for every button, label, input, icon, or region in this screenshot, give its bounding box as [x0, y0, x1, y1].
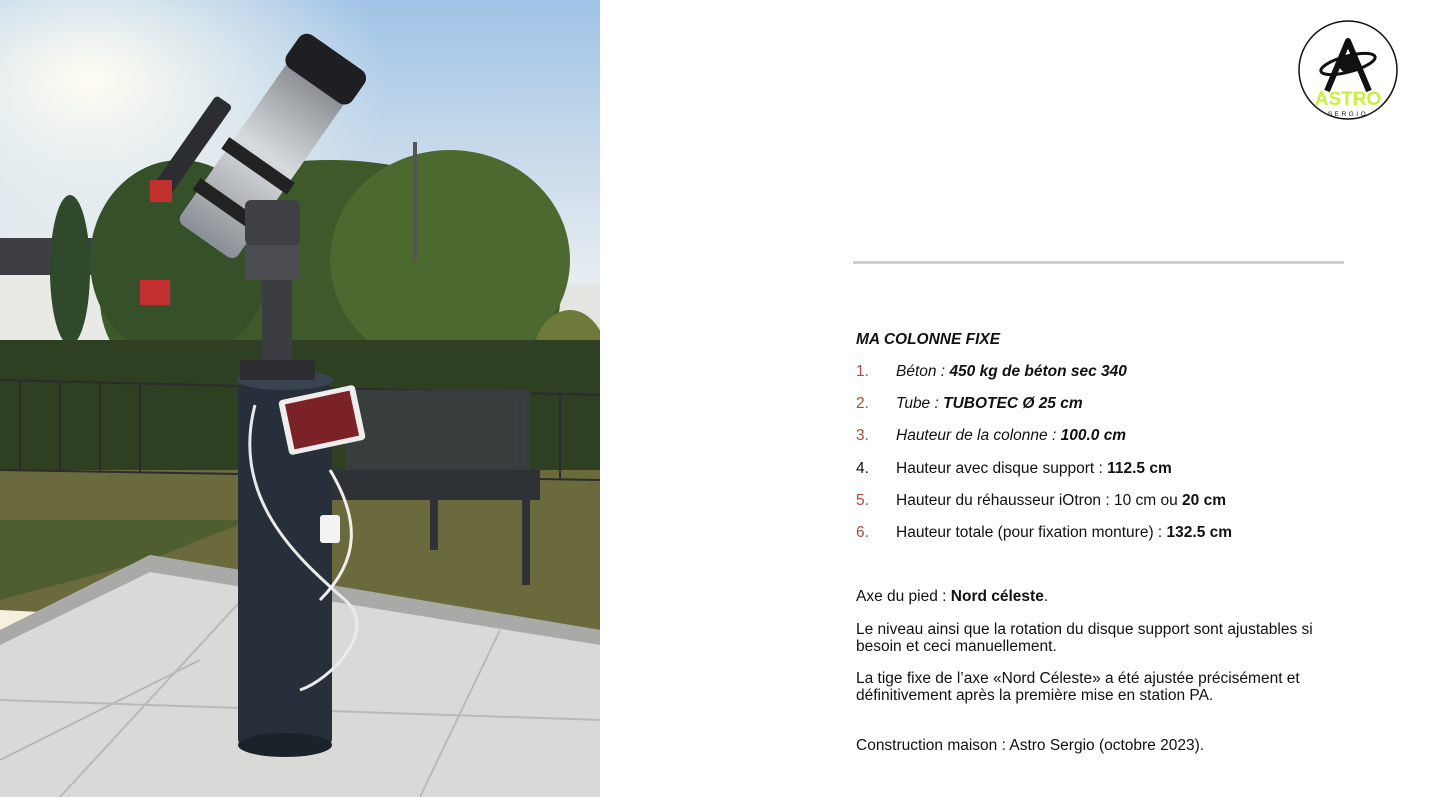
paragraph-north-axis: La tige fixe de l’axe «Nord Céleste» a été ajustée précisément et définitivement après la première mise en station PA.	[856, 670, 1300, 704]
item-text	[896, 426, 1126, 446]
telescope-photo	[0, 0, 600, 797]
section-title: MA COLONNE FIXE	[856, 331, 1001, 348]
item-text	[896, 394, 1083, 414]
axis-value: Nord céleste	[950, 588, 1044, 605]
item-label: Tube :	[896, 395, 944, 413]
specs-list	[856, 362, 1376, 543]
list-item	[856, 362, 1376, 382]
item-text	[896, 459, 1172, 479]
item-label: Hauteur avec disque support :	[896, 459, 1108, 477]
item-label: Hauteur de la colonne :	[896, 427, 1061, 445]
item-number: 3.	[856, 427, 869, 445]
axis-suffix: .	[1043, 588, 1049, 605]
astro-sergio-logo	[1297, 19, 1399, 121]
list-item	[856, 459, 1376, 479]
item-text	[896, 362, 1127, 382]
axis-line	[856, 588, 1048, 605]
item-label: Hauteur totale (pour fixation monture) :	[896, 523, 1167, 541]
item-value: 450 kg de béton sec 340	[949, 363, 1127, 380]
logo-graphic	[1297, 19, 1399, 121]
logo-sub-text: SERGIO	[1327, 111, 1369, 118]
item-number: 6.	[856, 523, 869, 541]
item-number: 1.	[856, 363, 869, 380]
item-number: 2.	[856, 395, 869, 413]
content-panel	[856, 330, 1376, 754]
paragraph-adjustable: Le niveau ainsi que la rotation du disque support sont ajustables si besoin et ceci manuellement.	[856, 621, 1313, 655]
construction-footer: Construction maison : Astro Sergio (octobre 2023).	[856, 737, 1205, 754]
item-label: Béton :	[896, 363, 950, 380]
axis-label: Axe du pied :	[856, 588, 951, 605]
logo-brand-text: ASTRO	[1314, 89, 1382, 110]
item-text	[896, 491, 1226, 511]
item-value: TUBOTEC Ø 25 cm	[943, 395, 1083, 413]
item-value: 112.5 cm	[1107, 459, 1172, 477]
list-item	[856, 523, 1376, 543]
telescope-photo-graphic	[0, 0, 600, 797]
item-number: 5.	[856, 491, 869, 509]
list-item	[856, 426, 1376, 446]
item-text	[896, 523, 1232, 543]
list-item	[856, 394, 1376, 414]
item-number: 4.	[856, 459, 869, 477]
item-value: 100.0 cm	[1060, 427, 1127, 445]
item-value: 20 cm	[1182, 491, 1226, 509]
list-item	[856, 491, 1376, 511]
section-divider	[853, 261, 1344, 264]
item-label: Hauteur du réhausseur iOtron : 10 cm ou	[896, 491, 1183, 509]
item-value: 132.5 cm	[1166, 523, 1233, 541]
